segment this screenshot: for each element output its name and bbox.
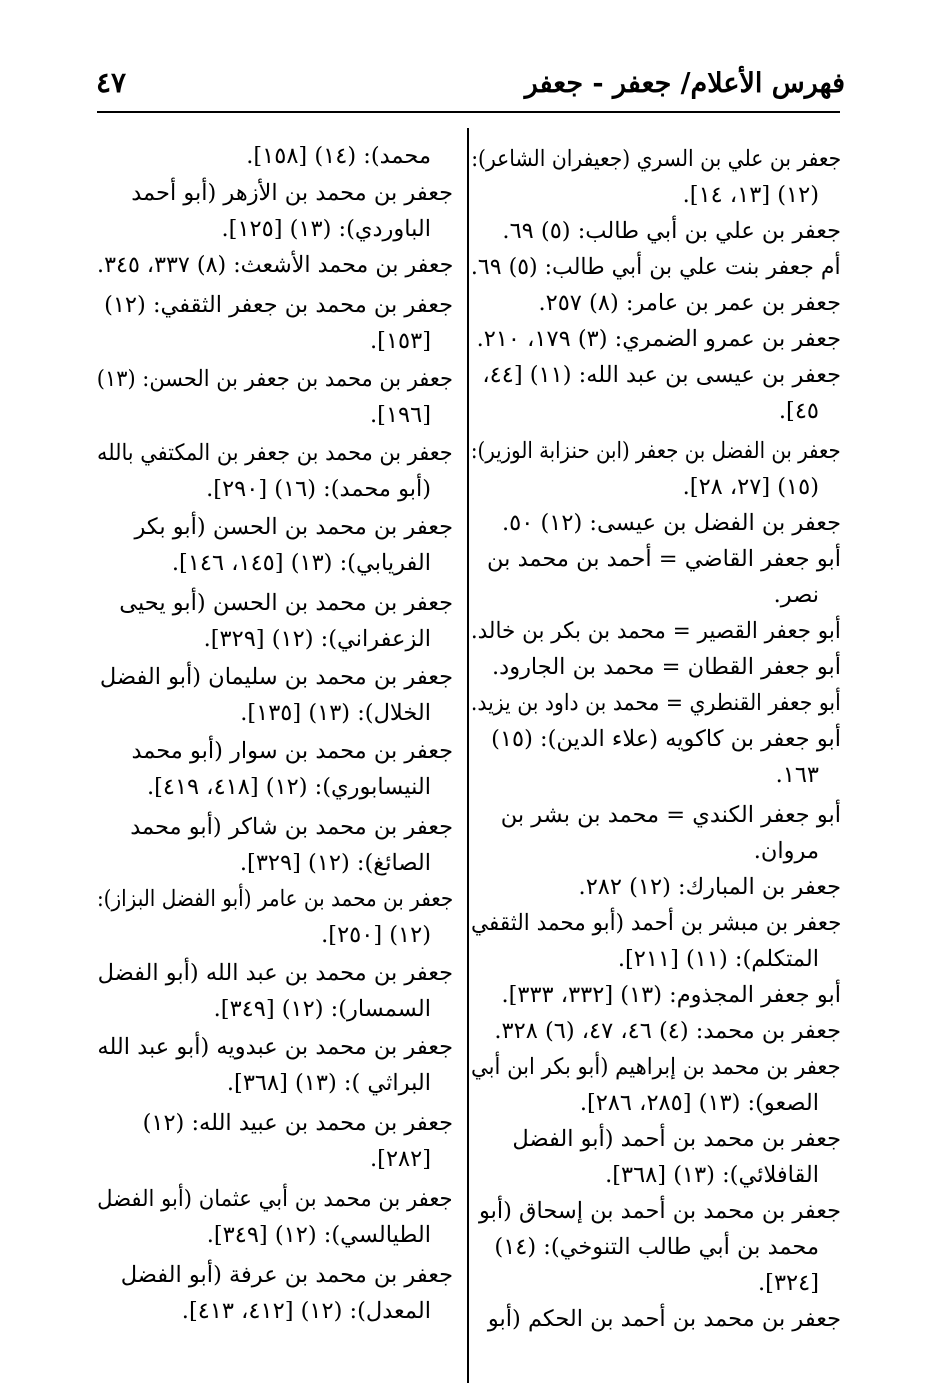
index-line: القافلائي): (١٣) [٣٦٨]. bbox=[605, 1162, 819, 1188]
index-line: أم جعفر بنت علي بن أبي طالب: (٥) ٦٩. bbox=[471, 254, 841, 280]
column-divider bbox=[467, 128, 469, 1383]
index-line: الباوردي): (١٣) [١٢٥]. bbox=[221, 216, 431, 242]
index-line: أبو جعفر القاضي = أحمد بن محمد بن bbox=[487, 546, 841, 572]
index-line: جعفر بن المبارك: (١٢) ٢٨٢. bbox=[578, 874, 841, 900]
index-line: [٢٨٢]. bbox=[370, 1146, 431, 1172]
index-line: جعفر بن محمد بن سليمان (أبو الفضل bbox=[99, 664, 453, 690]
index-line: جعفر بن علي بن أبي طالب: (٥) ٦٩. bbox=[502, 218, 841, 244]
index-line: جعفر بن محمد بن جعفر الثقفي: (١٢) bbox=[104, 292, 453, 318]
index-line: أبو جعفر الكندي = محمد بن بشر بن bbox=[500, 802, 841, 828]
index-line: ١٦٣. bbox=[775, 762, 819, 788]
index-line: جعفر بن محمد: (٤) ٤٦، ٤٧، (٦) ٣٢٨. bbox=[494, 1018, 841, 1044]
index-line: (١٢) [١٣، ١٤]. bbox=[682, 182, 819, 208]
index-line: جعفر بن محمد الأشعث: (٨) ٣٣٧، ٣٤٥. bbox=[96, 252, 453, 278]
index-line: جعفر بن مبشر بن أحمد (أبو محمد الثقفي bbox=[470, 910, 841, 936]
index-line: جعفر بن محمد بن عبدويه (أبو عبد الله bbox=[97, 1034, 453, 1060]
index-line: أبو جعفر بن كاكويه (علاء الدين): (١٥) bbox=[491, 726, 841, 752]
index-line: جعفر بن محمد بن عبيد الله: (١٢) bbox=[142, 1110, 453, 1136]
index-line: الفريابي): (١٣) [١٤٥، ١٤٦]. bbox=[171, 550, 431, 576]
index-line: جعفر بن محمد بن شاكر (أبو محمد bbox=[130, 814, 453, 840]
index-line: أبو جعفر القنطري = محمد بن داود بن يزيد. bbox=[471, 690, 841, 716]
index-line: [١٩٦]. bbox=[370, 402, 431, 428]
index-line: جعفر بن محمد بن أبي عثمان (أبو الفضل bbox=[97, 1186, 453, 1212]
index-line: أبو جعفر القطان = محمد بن الجارود. bbox=[492, 654, 841, 680]
index-line: النيسابوري): (١٢) [٤١٨، ٤١٩]. bbox=[146, 774, 431, 800]
index-line: الصعو): (١٣) [٢٨٥، ٢٨٦]. bbox=[579, 1090, 819, 1116]
index-line: جعفر بن محمد بن عامر (أبو الفضل البزاز): bbox=[96, 886, 453, 912]
index-line: الخلال): (١٣) [١٣٥]. bbox=[240, 700, 431, 726]
index-line: جعفر بن محمد بن إبراهيم (أبو بكر ابن أبي bbox=[471, 1054, 841, 1080]
index-line: نصر. bbox=[773, 582, 819, 608]
index-line: جعفر بن محمد بن أحمد بن الحكم (أبو bbox=[487, 1306, 841, 1332]
index-line: جعفر بن الفضل بن جعفر (ابن حنزابة الوزير): bbox=[471, 438, 841, 464]
index-line: جعفر بن محمد بن الحسن (أبو يحيى bbox=[119, 590, 453, 616]
index-line: المتكلم): (١١) [٢١١]. bbox=[617, 946, 819, 972]
index-line: جعفر بن محمد بن الأزهر (أبو أحمد bbox=[131, 180, 453, 206]
index-line: أبو جعفر المجذوم: (١٣) [٣٣٢، ٣٣٣]. bbox=[501, 982, 841, 1008]
index-line: جعفر بن عمر بن عامر: (٨) ٢٥٧. bbox=[538, 290, 841, 316]
index-line: الزعفراني): (١٢) [٣٢٩]. bbox=[203, 626, 431, 652]
running-header-title: فهرس الأعلام/ جعفر - جعفر bbox=[524, 68, 845, 99]
index-line: جعفر بن محمد بن أحمد (أبو الفضل bbox=[512, 1126, 841, 1152]
index-line: جعفر بن محمد بن سوار (أبو محمد bbox=[131, 738, 453, 764]
index-line: (أبو محمد): (١٦) [٢٩٠]. bbox=[206, 476, 431, 502]
index-line: جعفر بن محمد بن أحمد بن إسحاق (أبو bbox=[478, 1198, 841, 1224]
index-line: محمد بن أبي طالب التنوخي): (١٤) bbox=[494, 1234, 819, 1260]
index-line: جعفر بن محمد بن عرفة (أبو الفضل bbox=[120, 1262, 453, 1288]
index-line: [٣٢٤]. bbox=[758, 1270, 819, 1296]
index-line: السمسار): (١٢) [٣٤٩]. bbox=[213, 996, 431, 1022]
header-rule bbox=[97, 111, 840, 113]
index-line: محمد): (١٤) [١٥٨]. bbox=[246, 143, 431, 169]
index-line: جعفر بن الفضل بن عيسى: (١٢) ٥٠. bbox=[502, 510, 841, 536]
index-line: (١٢) [٢٥٠]. bbox=[321, 922, 431, 948]
index-line: الصائغ): (١٢) [٣٢٩]. bbox=[239, 850, 431, 876]
index-line: أبو جعفر القصير = محمد بن بكر بن خالد. bbox=[470, 618, 841, 644]
index-line: مروان. bbox=[753, 838, 819, 864]
index-line: الطيالسي): (١٢) [٣٤٩]. bbox=[206, 1222, 431, 1248]
page-number: ٤٧ bbox=[96, 66, 127, 99]
index-line: جعفر بن محمد بن عبد الله (أبو الفضل bbox=[97, 960, 453, 986]
index-line: المعدل): (١٢) [٤١٢، ٤١٣]. bbox=[181, 1298, 431, 1324]
index-line: جعفر بن محمد بن جعفر بن الحسن: (١٣) bbox=[96, 366, 454, 392]
index-line: جعفر بن عيسى بن عبد الله: (١١) [٤٤، bbox=[482, 362, 841, 388]
index-line: [١٥٣]. bbox=[370, 328, 431, 354]
index-line: البراثي ): (١٣) [٣٦٨]. bbox=[226, 1070, 431, 1096]
index-line: جعفر بن عمرو الضمري: (٣) ١٧٩، ٢١٠. bbox=[476, 326, 841, 352]
index-line: (١٥) [٢٧، ٢٨]. bbox=[682, 474, 819, 500]
index-line: جعفر بن محمد بن الحسن (أبو بكر bbox=[134, 514, 453, 540]
index-line: جعفر بن علي بن السري (جعيفران الشاعر): bbox=[470, 146, 841, 172]
index-line: ٤٥]. bbox=[778, 398, 819, 424]
index-line: جعفر بن محمد بن جعفر بن المكتفي بالله bbox=[97, 440, 453, 466]
